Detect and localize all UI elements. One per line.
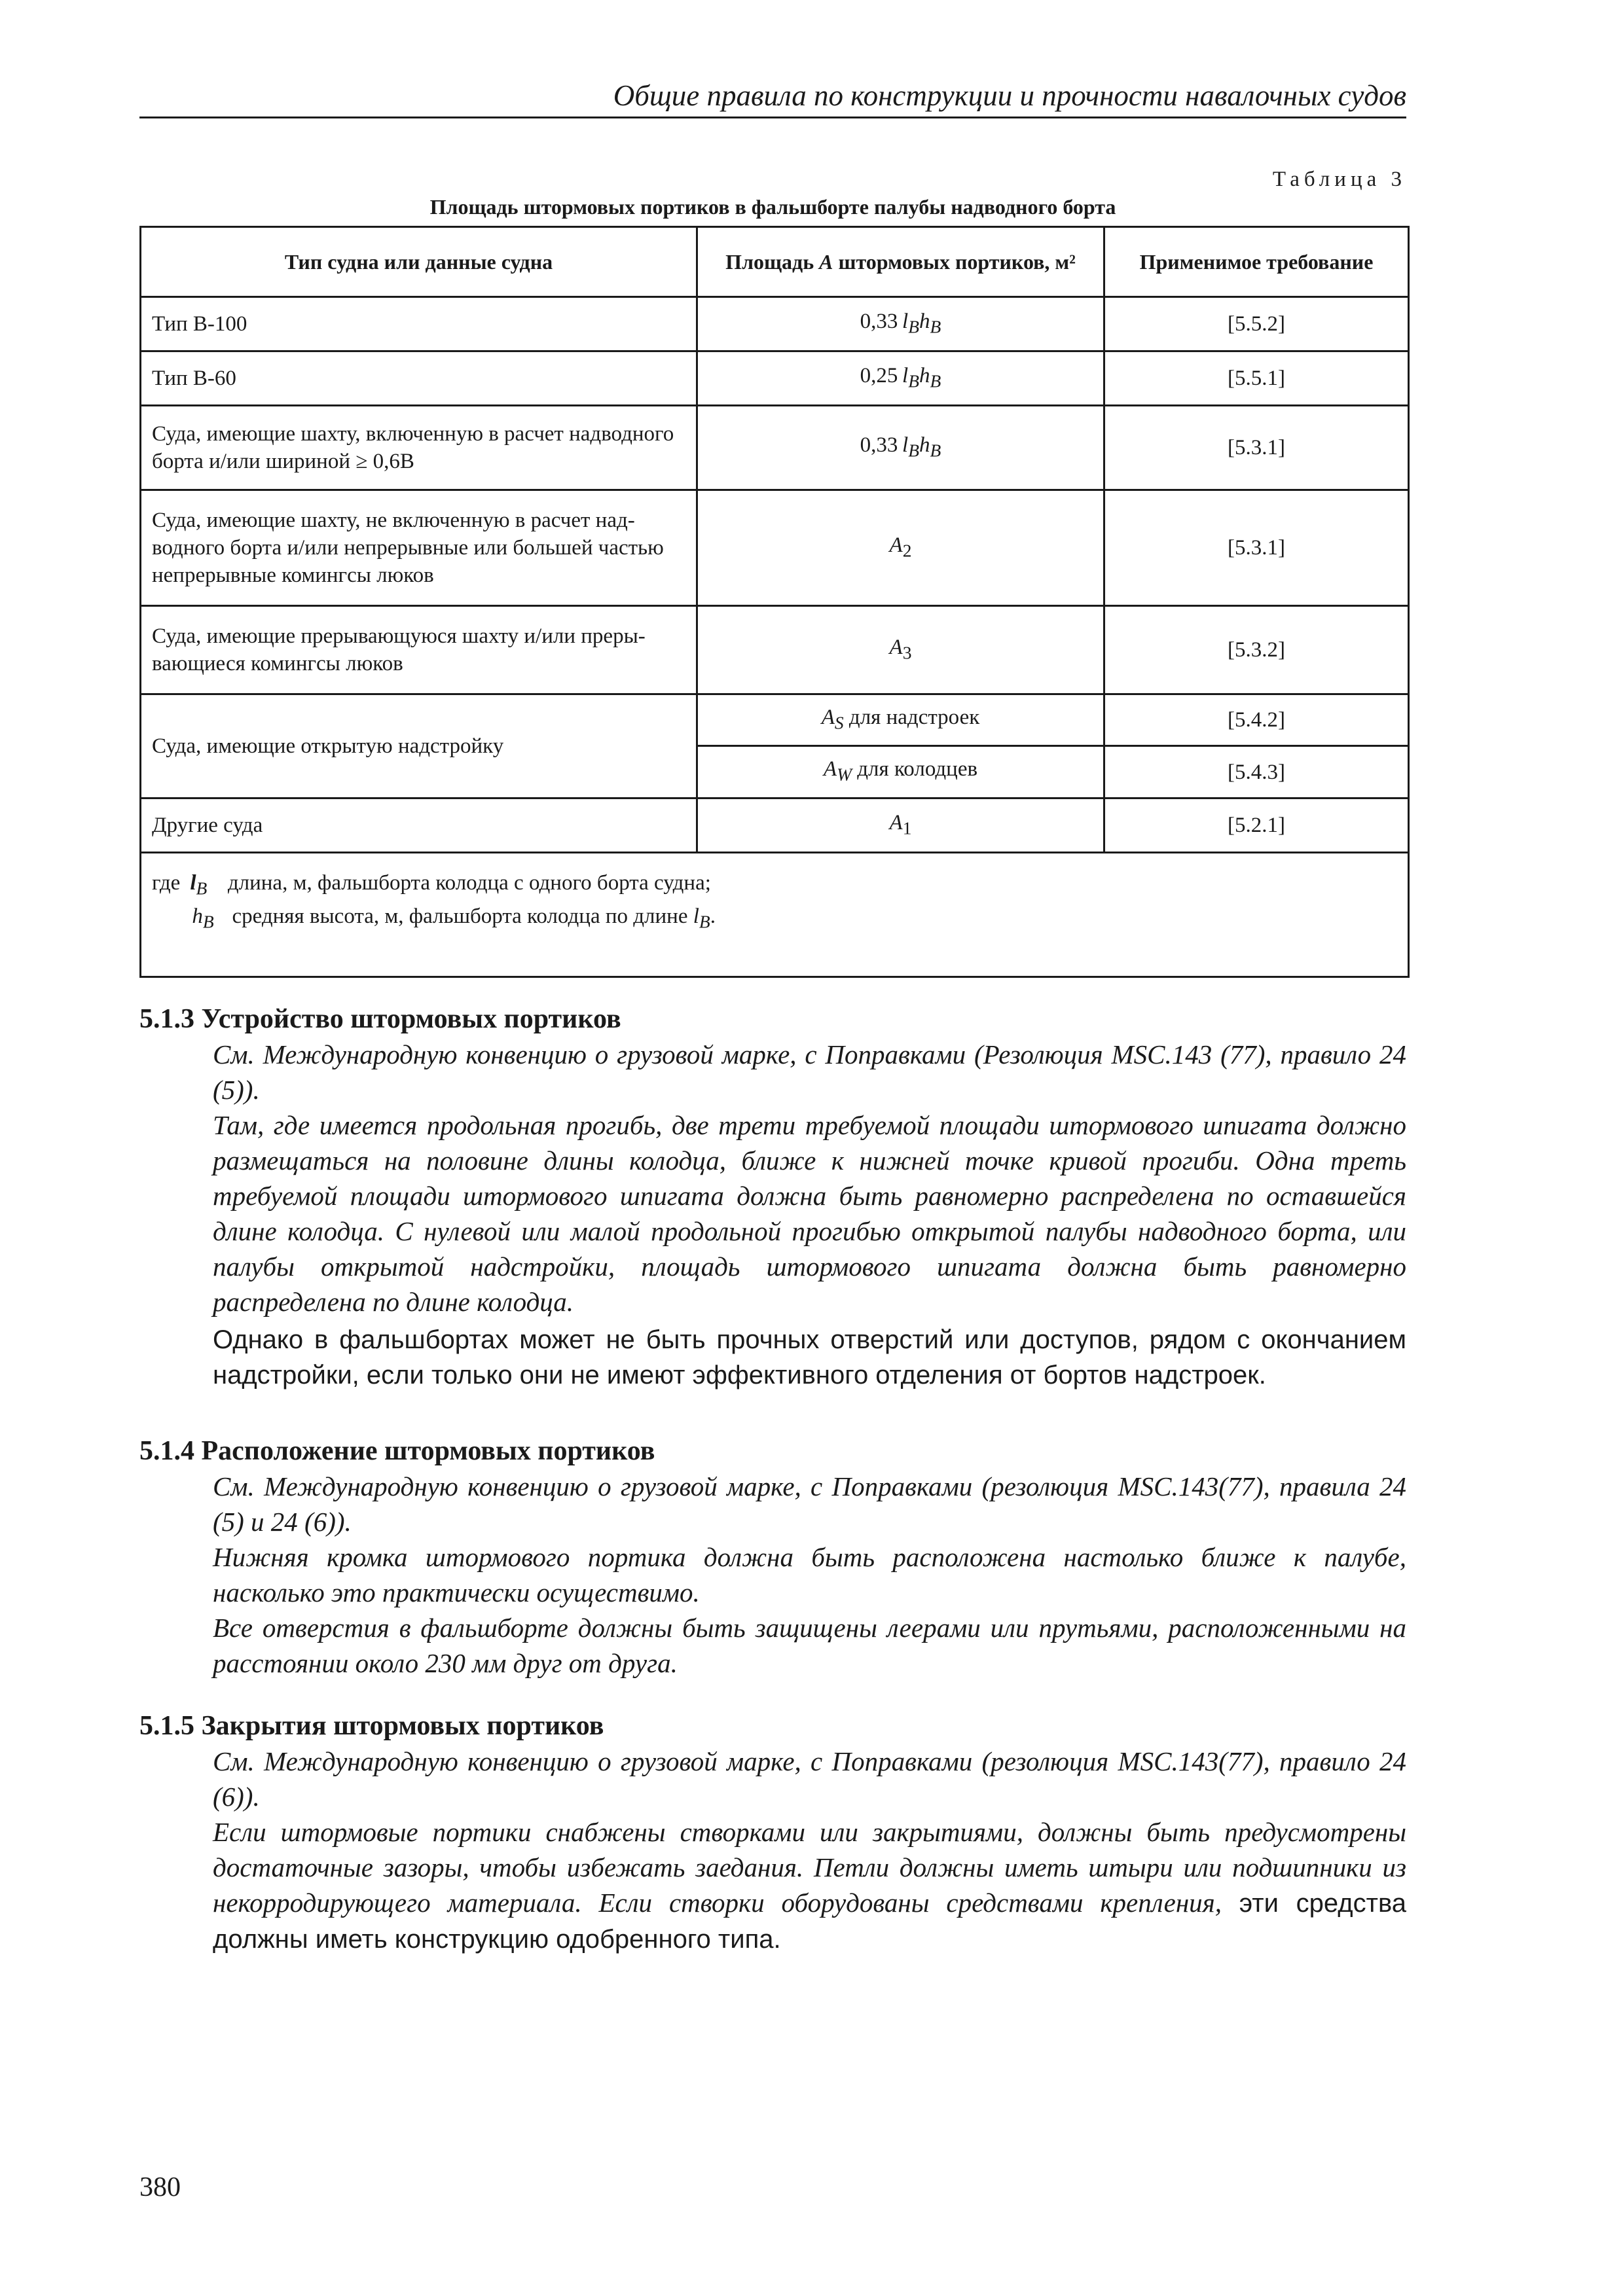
section-paragraph: Однако в фальшбортах может не быть прочных отверстий или доступов, рядом с окончанием надстройки, если только они не имеют эффективного отделения от бортов надстроек. — [213, 1325, 1406, 1390]
table-header-row — [141, 227, 1409, 297]
note-line-length: где $l_B$ длина, м, фальшборта колодца с одного борта судна; — [152, 871, 711, 899]
section-paragraph: Если штормовые портики снабжены створками или закрытиями, должны быть предусмотрены достаточные зазоры, чтобы избежать заедания. Петли должны иметь штыри или подшипники из некорродирующего материала. Если створки оборудованы средствами крепления, эти средства должны иметь конструкцию одобренного типа. — [213, 1817, 1406, 1954]
section-paragraph: См. Международную конвенцию о грузовой марке, с Поправками (резолюция MSC.143(77), правило 24 (6)). — [213, 1746, 1406, 1812]
freeing-ports-table — [139, 226, 1410, 978]
section-paragraph: Нижняя кромка штормового портика должна быть расположена настолько ближе к палубе, насколько это практически осуществимо. — [213, 1542, 1406, 1607]
page-number: 380 — [139, 2172, 181, 2202]
table-row — [141, 694, 1409, 746]
table-note — [141, 853, 1409, 977]
table-number: Таблица 3 — [1272, 168, 1406, 191]
section-5-1-3 — [139, 1001, 1406, 1393]
table-title: Площадь штормовых портиков в фальшборте палубы надводного борта — [429, 195, 1116, 219]
cell-area-formula: 0,25 $l_Bh_B$ — [697, 351, 1104, 406]
cell-area-formula: 0,33 $l_Bh_B$ — [697, 406, 1104, 490]
cell-area-symbol: $A_1$ — [697, 798, 1104, 853]
cell-area-formula: 0,33 $l_Bh_B$ — [697, 297, 1104, 351]
cell-ship-type: Суда, имеющие шахту, не включенную в расчет надводного борта и/или непрерывные или большей частью непрерывные комингсы люков — [141, 490, 697, 606]
cell-ship-type: Суда, имеющие шахту, включенную в расчет надводного борта и/или шириной ≥ 0,6B — [141, 406, 697, 490]
cell-area-symbol: $A_S$ для надстроек — [697, 694, 1104, 746]
cell-requirement: [5.5.1] — [1104, 351, 1409, 406]
cell-ship-type: Другие суда — [141, 798, 697, 853]
section-5-1-5 — [139, 1708, 1406, 1957]
cell-requirement: [5.3.1] — [1104, 490, 1409, 606]
cell-area-symbol: $A_W$ для колодцев — [697, 746, 1104, 798]
table-row — [141, 606, 1409, 694]
table-row — [141, 490, 1409, 606]
header-ship-type: Тип судна или данные судна — [141, 227, 697, 297]
cell-ship-type: Тип B-60 — [141, 351, 697, 406]
table-row — [141, 297, 1409, 351]
cell-area-symbol: $A_2$ — [697, 490, 1104, 606]
section-title: 5.1.5 Закрытия штормовых портиков — [139, 1711, 604, 1741]
table-note-row — [141, 853, 1409, 977]
section-paragraph: См. Международную конвенцию о грузовой марке, с Поправками (Резолюция MSC.143 (77), правило 24 (5)). — [213, 1039, 1406, 1105]
cell-ship-type: Суда, имеющие открытую надстройку — [141, 694, 697, 798]
cell-requirement: [5.4.2] — [1104, 694, 1409, 746]
header-rule — [139, 117, 1406, 118]
header-requirement: Применимое требование — [1104, 227, 1409, 297]
section-title: 5.1.3 Устройство штормовых портиков — [139, 1004, 621, 1034]
table-row — [141, 351, 1409, 406]
section-paragraph: Там, где имеется продольная прогибь, две трети требуемой площади штормового шпигата должно размещаться на половине длины колодца, ближе к нижней точке кривой прогиби. Одна треть требуемой площади штормового шпигата должна быть равномерно распределена по оставшейся длине колодца. С нулевой или малой продольной прогибью открытой палубы надводного борта, или палубы открытой надстройки, площадь штормового шпигата должна быть равномерно распределена по длине колодца. — [213, 1110, 1406, 1317]
table-row — [141, 798, 1409, 853]
table-row — [141, 406, 1409, 490]
cell-requirement: [5.3.2] — [1104, 606, 1409, 694]
cell-requirement: [5.3.1] — [1104, 406, 1409, 490]
section-paragraph: Все отверстия в фальшборте должны быть защищены леерами или прутьями, расположенными на расстоянии около 230 мм друг от друга. — [213, 1613, 1406, 1678]
cell-ship-type: Суда, имеющие прерывающуюся шахту и/или прерывающиеся комингсы люков — [141, 606, 697, 694]
section-paragraph: См. Международную конвенцию о грузовой марке, с Поправками (резолюция MSC.143(77), правила 24 (5) и 24 (6)). — [213, 1471, 1406, 1537]
cell-area-symbol: $A_3$ — [697, 606, 1104, 694]
cell-requirement: [5.4.3] — [1104, 746, 1409, 798]
note-line-height: $h_B$ средняя высота, м, фальшборта колодца по длине $l_B$. — [192, 904, 716, 932]
cell-requirement: [5.5.2] — [1104, 297, 1409, 351]
cell-ship-type: Тип B-100 — [141, 297, 697, 351]
running-header: Общие правила по конструкции и прочности навалочных судов — [613, 79, 1406, 112]
header-area: Площадь A штормовых портиков, м² — [697, 227, 1104, 297]
section-title: 5.1.4 Расположение штормовых портиков — [139, 1436, 655, 1466]
cell-requirement: [5.2.1] — [1104, 798, 1409, 853]
section-5-1-4 — [139, 1433, 1406, 1681]
